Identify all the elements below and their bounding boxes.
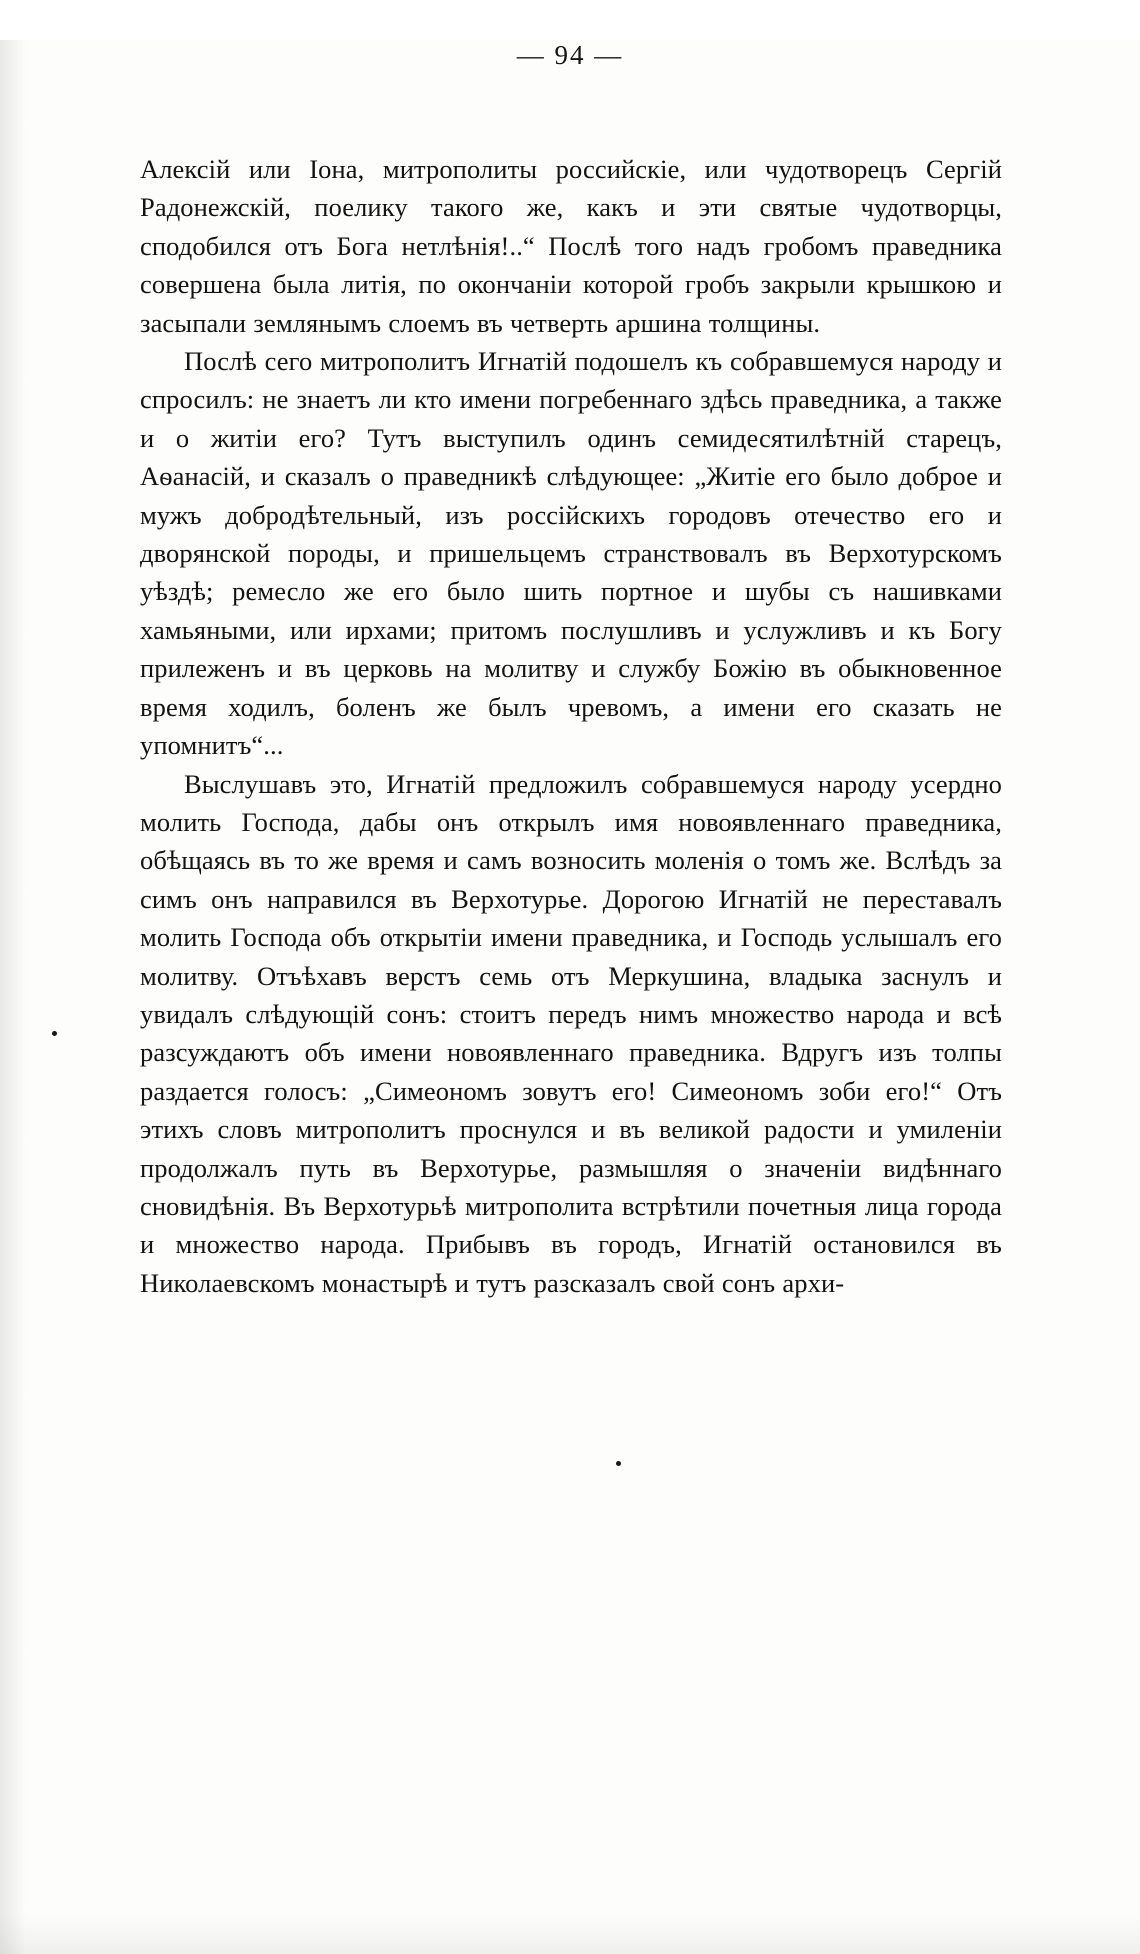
document-page xyxy=(0,40,1140,1954)
margin-mark-left xyxy=(52,1031,57,1036)
paragraph: Алексій или Іона, митрополиты российскіе, или чудотворецъ Сергій Радонежскій, поелику такого же, какъ и эти святые чудотворцы, сподобился отъ Бога нетлѣнія!..“ Послѣ того надъ гробомъ праведника совершена была литія, по окончаніи которой гробъ закрыли крышкою и засыпали землянымъ слоемъ въ четверть аршина толщины. xyxy=(140,154,1002,338)
page-number: — 94 — xyxy=(516,40,624,70)
margin-mark-bottom xyxy=(616,1461,621,1466)
paragraph: Выслушавъ это, Игнатій предложилъ собравшемуся народу усердно молить Господа, дабы онъ открылъ имя новоявленнаго праведника, обѣщаясь въ то же время и самъ возносить моленія о томъ же. Вслѣдъ за симъ онъ направился въ Верхотурье. Дорогою Игнатій не переставалъ молить Господа объ открытіи имени праведника, и Господь услышалъ его молитву. Отъѣхавъ верстъ семь отъ Меркушина, владыка заснулъ и увидалъ слѣдующій сонъ: стоитъ передъ нимъ множество народа и всѣ разсуждаютъ объ имени новоявленнаго праведника. Вдругъ изъ толпы раздается голосъ: „Симеономъ зовутъ его! Симеономъ зоби его!“ Отъ этихъ словъ митрополитъ проснулся и въ великой радости и умиленіи продолжалъ путь въ Верхотурье, размышляя о значеніи видѣннаго сновидѣнія. Въ Верхотурьѣ митрополита встрѣтили почетныя лица города и множество народа. Прибывъ въ городъ, Игнатій остановился въ Николаевскомъ монастырѣ и тутъ разсказалъ свой сонъ архи- xyxy=(140,768,1002,1298)
scan-edge-shadow-left xyxy=(0,40,26,1954)
scan-edge-shadow-bottom xyxy=(0,1914,1140,1954)
paragraph: Послѣ сего митрополитъ Игнатій подошелъ къ собравшемуся народу и спросилъ: не знаетъ ли кто имени погребеннаго здѣсь праведника, а также и о житіи его? Тутъ выступилъ одинъ семидесятилѣтній старецъ, Аѳанасій, и сказалъ о праведникѣ слѣдующее: „Житіе его было доброе и мужъ добродѣтельный, изъ россійскихъ городовъ отечество его и дворянской породы, и пришельцемъ странствовалъ въ Верхотурскомъ уѣздѣ; ремесло же его было шить портное и шубы съ нашивками хамьяными, или ирхами; притомъ послушливъ и услужливъ и къ Богу прилеженъ и въ церковь на молитву и службу Божію въ обыкновенное время ходилъ, боленъ же былъ чревомъ, а имени его сказать не упомнитъ“... xyxy=(140,346,1002,761)
page-text-body xyxy=(140,150,1002,1302)
